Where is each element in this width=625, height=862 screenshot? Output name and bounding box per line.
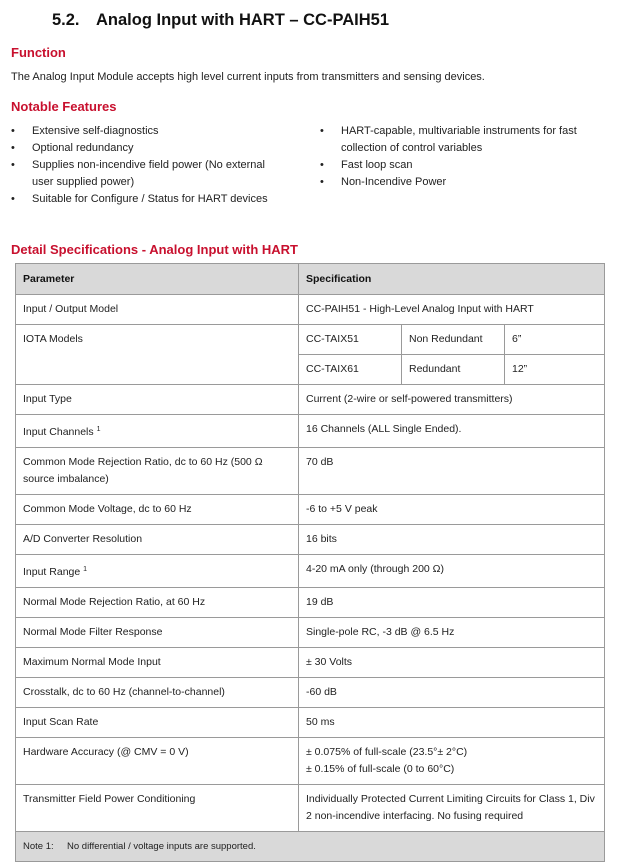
value-cell: Current (2-wire or self-powered transmitters)	[299, 385, 605, 415]
table-row	[16, 785, 605, 832]
param-cell: A/D Converter Resolution	[16, 525, 299, 555]
value-cell: Single-pole RC, -3 dB @ 6.5 Hz	[299, 618, 605, 648]
feature-item: • Supplies non-incendive field power (No external user supplied power)	[11, 157, 281, 191]
param-cell: Input Type	[16, 385, 299, 415]
function-text: The Analog Input Module accepts high level current inputs from transmitters and sensing devices.	[11, 71, 485, 83]
table-row	[16, 708, 605, 738]
note-text: No differential / voltage inputs are supported.	[67, 841, 256, 852]
iota-model-cell: CC-TAIX51	[299, 325, 402, 355]
feature-item: • Optional redundancy	[11, 140, 281, 157]
feature-item: • HART-capable, multivariable instruments for fast collection of control variables	[320, 123, 600, 157]
note-label: Note 1:	[23, 841, 54, 852]
value-cell: 4-20 mA only (through 200 Ω)	[299, 555, 605, 588]
iota-type-cell: Non Redundant	[402, 325, 505, 355]
table-row	[16, 325, 605, 355]
param-cell: Hardware Accuracy (@ CMV = 0 V)	[16, 738, 299, 785]
iota-model-cell: CC-TAIX61	[299, 355, 402, 385]
feature-item: • Extensive self-diagnostics	[11, 123, 281, 140]
param-cell: Maximum Normal Mode Input	[16, 648, 299, 678]
footnote-ref: 1	[83, 566, 88, 573]
value-cell: -6 to +5 V peak	[299, 495, 605, 525]
feature-item: • Non-Incendive Power	[320, 174, 600, 191]
param-cell: Crosstalk, dc to 60 Hz (channel-to-channel)	[16, 678, 299, 708]
value-cell: 50 ms	[299, 708, 605, 738]
features-heading: Notable Features	[11, 99, 117, 114]
accuracy-line-2: ± 0.15% of full-scale (0 to 60°C)	[306, 763, 455, 775]
table-row	[16, 295, 605, 325]
param-cell: Common Mode Voltage, dc to 60 Hz	[16, 495, 299, 525]
iota-type-cell: Redundant	[402, 355, 505, 385]
spec-table	[15, 263, 605, 862]
note-cell	[16, 832, 605, 862]
table-row	[16, 495, 605, 525]
accuracy-line-1: ± 0.075% of full-scale (23.5°± 2°C)	[306, 746, 468, 758]
table-row	[16, 415, 605, 448]
feature-item: • Suitable for Configure / Status for HART devices	[11, 191, 281, 208]
table-row	[16, 678, 605, 708]
value-cell: -60 dB	[299, 678, 605, 708]
param-cell: Common Mode Rejection Ratio, dc to 60 Hz (500 Ω source imbalance)	[16, 448, 299, 495]
param-cell: Normal Mode Rejection Ratio, at 60 Hz	[16, 588, 299, 618]
table-row	[16, 448, 605, 495]
iota-size-cell: 12”	[505, 355, 605, 385]
param-cell: Input Scan Rate	[16, 708, 299, 738]
param-cell	[16, 555, 299, 588]
param-cell: Normal Mode Filter Response	[16, 618, 299, 648]
value-cell: 16 bits	[299, 525, 605, 555]
note-row	[16, 832, 605, 862]
value-cell: 70 dB	[299, 448, 605, 495]
features-list-right	[320, 123, 600, 191]
value-cell	[299, 738, 605, 785]
section-title	[52, 11, 389, 30]
table-row	[16, 555, 605, 588]
column-header-specification: Specification	[299, 264, 605, 295]
table-row	[16, 385, 605, 415]
value-cell: 16 Channels (ALL Single Ended).	[299, 415, 605, 448]
column-header-parameter: Parameter	[16, 264, 299, 295]
value-cell: 19 dB	[299, 588, 605, 618]
table-row	[16, 588, 605, 618]
param-cell	[16, 415, 299, 448]
table-row	[16, 738, 605, 785]
table-header-row	[16, 264, 605, 295]
value-cell: Individually Protected Current Limiting Circuits for Class 1, Div 2 non-incendive interfacing. No fusing required	[299, 785, 605, 832]
feature-item: • Fast loop scan	[320, 157, 600, 174]
table-row	[16, 648, 605, 678]
function-heading: Function	[11, 45, 66, 60]
param-text: Input Channels	[23, 426, 94, 438]
table-row	[16, 525, 605, 555]
param-cell: Input / Output Model	[16, 295, 299, 325]
table-row	[16, 618, 605, 648]
value-cell: CC-PAIH51 - High-Level Analog Input with HART	[299, 295, 605, 325]
features-list-left	[11, 123, 281, 208]
section-heading: Analog Input with HART – CC-PAIH51	[96, 11, 390, 29]
iota-size-cell: 6”	[505, 325, 605, 355]
footnote-ref: 1	[96, 426, 101, 433]
specs-heading: Detail Specifications - Analog Input with HART	[11, 242, 298, 257]
section-number: 5.2.	[52, 11, 80, 29]
param-cell: IOTA Models	[16, 325, 299, 385]
value-cell: ± 30 Volts	[299, 648, 605, 678]
param-cell: Transmitter Field Power Conditioning	[16, 785, 299, 832]
param-text: Input Range	[23, 566, 81, 578]
